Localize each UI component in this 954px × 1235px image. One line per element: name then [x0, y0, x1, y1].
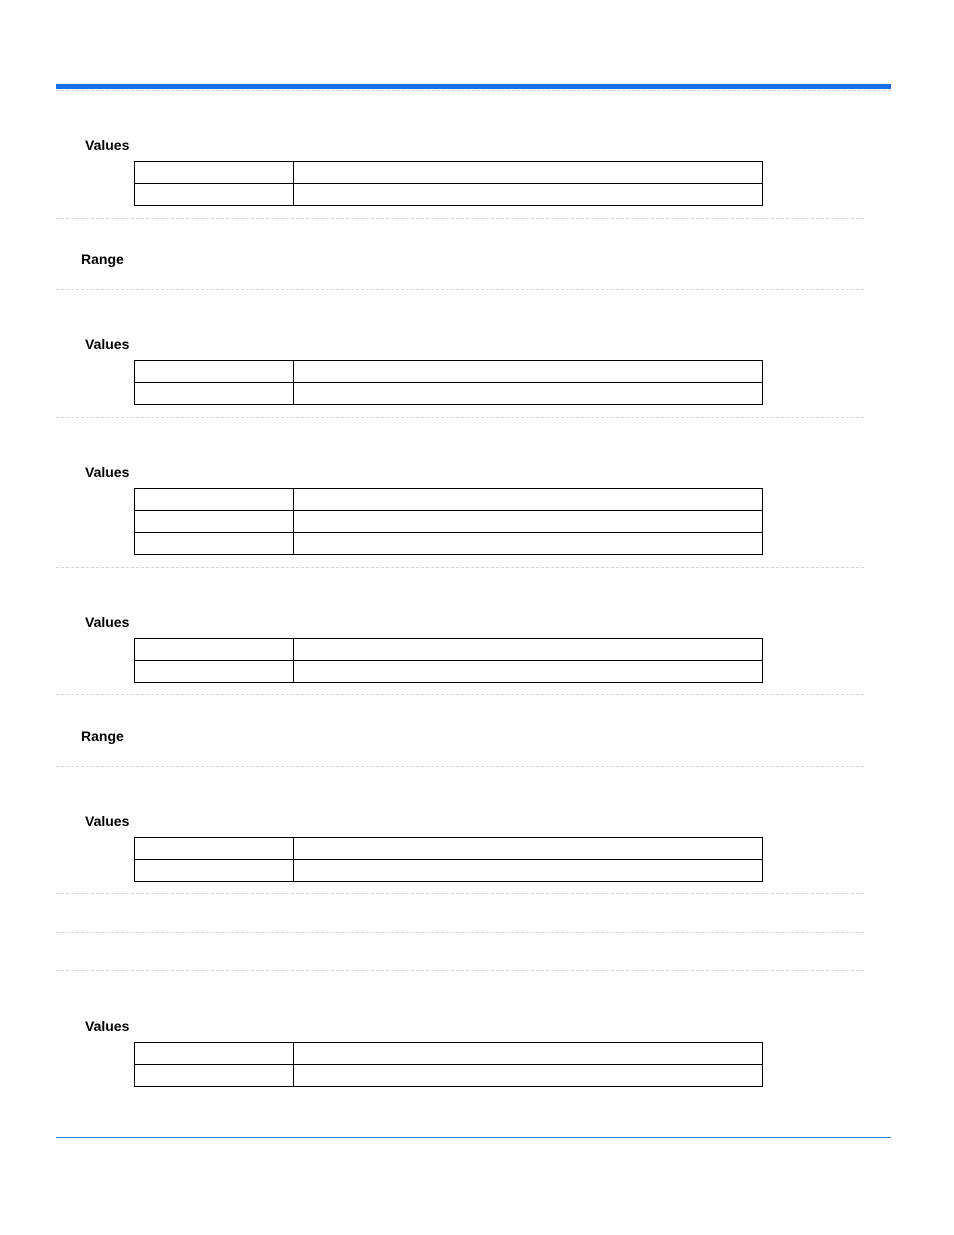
table-row: [135, 533, 763, 555]
values-heading: Values: [85, 813, 130, 829]
values-table: [134, 837, 763, 882]
table-cell: [294, 489, 763, 511]
table-row: [135, 361, 763, 383]
table-row: [135, 489, 763, 511]
table-cell: [294, 1043, 763, 1065]
table-row: [135, 511, 763, 533]
values-heading: Values: [85, 137, 130, 153]
section-separator: [56, 766, 864, 767]
table-cell: [294, 361, 763, 383]
table-cell: [294, 383, 763, 405]
section-separator: [56, 567, 864, 568]
values-heading: Values: [85, 614, 130, 630]
footer-rule: [56, 1137, 891, 1138]
range-heading: Range: [81, 728, 124, 744]
table-row: [135, 184, 763, 206]
table-cell: [135, 639, 294, 661]
section-separator: [56, 893, 864, 894]
values-table: [134, 1042, 763, 1087]
table-cell: [135, 1065, 294, 1087]
table-cell: [294, 661, 763, 683]
header-dashed-rule: [56, 90, 891, 91]
table-row: [135, 383, 763, 405]
table-cell: [294, 184, 763, 206]
values-heading: Values: [85, 464, 130, 480]
table-cell: [135, 860, 294, 882]
table-cell: [135, 383, 294, 405]
section-separator: [56, 218, 864, 219]
table-cell: [135, 361, 294, 383]
values-table: [134, 360, 763, 405]
table-row: [135, 1043, 763, 1065]
table-row: [135, 860, 763, 882]
range-heading: Range: [81, 251, 124, 267]
values-heading: Values: [85, 336, 130, 352]
table-cell: [294, 162, 763, 184]
table-cell: [135, 661, 294, 683]
table-cell: [135, 184, 294, 206]
table-cell: [294, 533, 763, 555]
table-cell: [135, 533, 294, 555]
section-separator: [56, 932, 864, 933]
table-cell: [135, 1043, 294, 1065]
table-cell: [294, 838, 763, 860]
table-cell: [294, 511, 763, 533]
table-row: [135, 838, 763, 860]
table-cell: [294, 1065, 763, 1087]
section-separator: [56, 970, 864, 971]
table-cell: [294, 860, 763, 882]
table-row: [135, 1065, 763, 1087]
table-cell: [135, 838, 294, 860]
values-heading: Values: [85, 1018, 130, 1034]
header-accent-bar: [56, 84, 891, 89]
table-row: [135, 162, 763, 184]
table-cell: [135, 162, 294, 184]
section-separator: [56, 417, 864, 418]
table-row: [135, 661, 763, 683]
values-table: [134, 161, 763, 206]
table-row: [135, 639, 763, 661]
section-separator: [56, 289, 864, 290]
values-table: [134, 488, 763, 555]
section-separator: [56, 694, 864, 695]
values-table: [134, 638, 763, 683]
table-cell: [294, 639, 763, 661]
table-cell: [135, 489, 294, 511]
table-cell: [135, 511, 294, 533]
